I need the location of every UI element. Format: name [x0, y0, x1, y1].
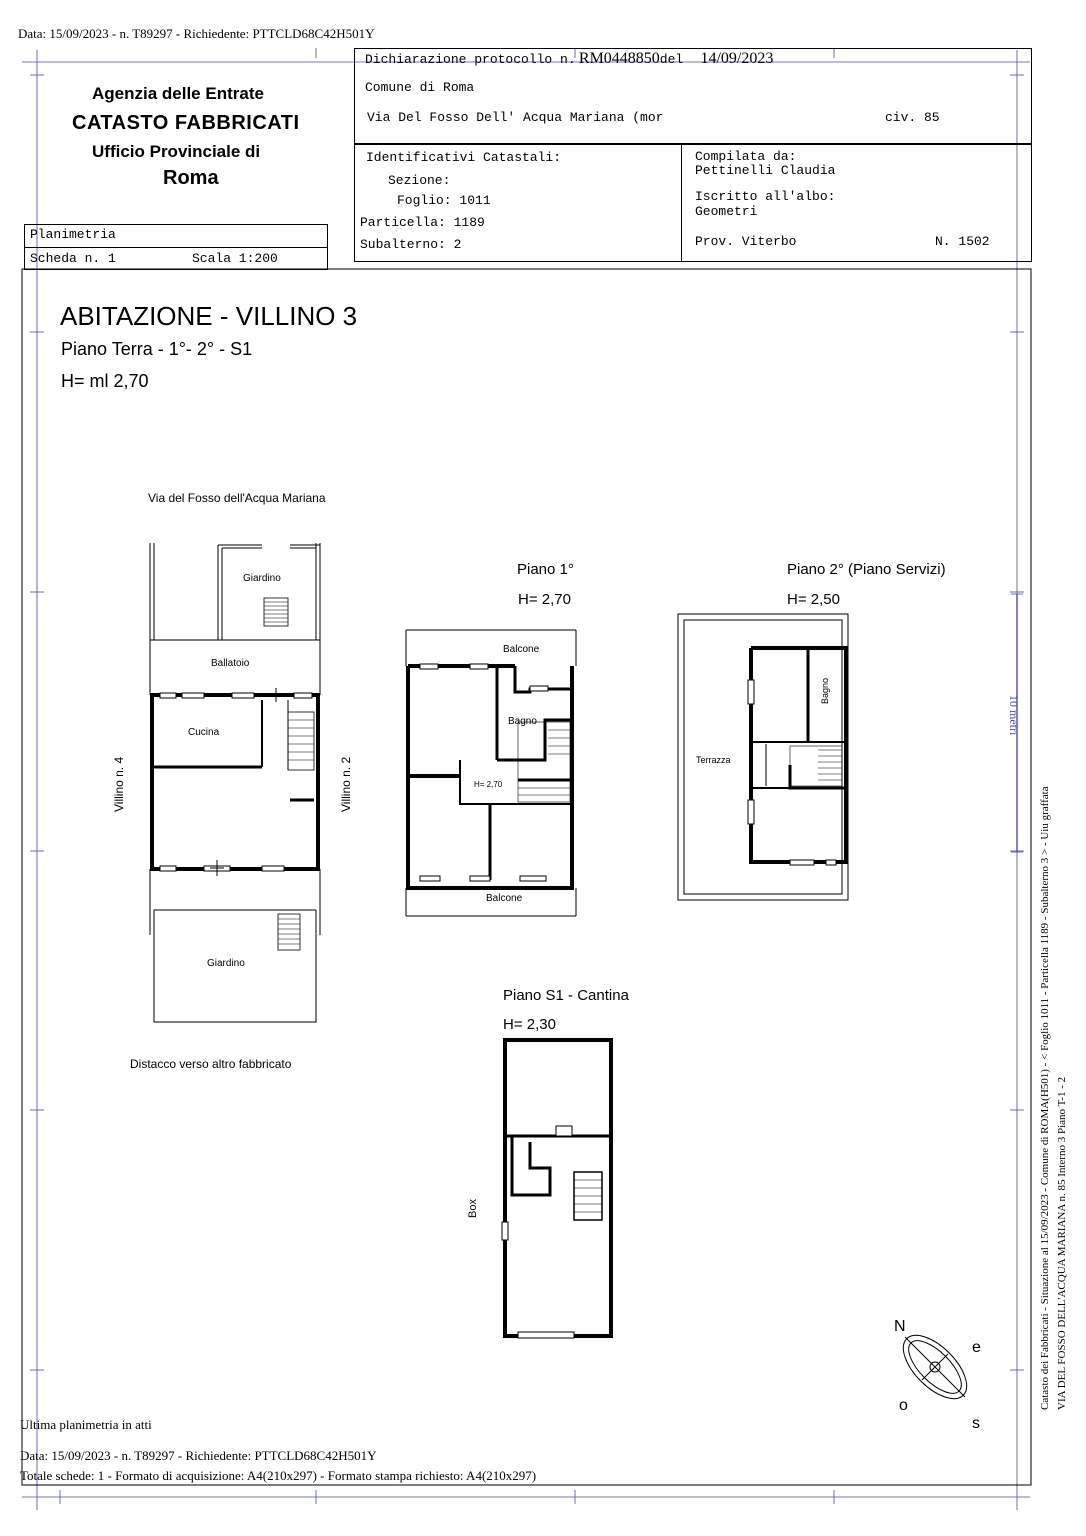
subalterno-label: Subalterno: 2 — [360, 237, 462, 252]
basement-plan — [502, 1040, 611, 1338]
catasto-title: CATASTO FABBRICATI — [72, 112, 300, 134]
side-address-line: VIA DEL FOSSO DELL'ACQUA MARIANA n. 85 Interno 3 Piano T-1 - 2 — [1056, 1076, 1068, 1410]
compilata-name: Pettinelli Claudia — [695, 163, 836, 178]
room-giardino-bottom: Giardino — [207, 958, 245, 969]
address-label: Via Del Fosso Dell' Acqua Mariana (mor — [367, 110, 664, 125]
protocol-number: RM0448850 — [578, 50, 660, 67]
footer-request-info: Data: 15/09/2023 - n. T89297 - Richiedente: PTTCLD68C42H501Y — [20, 1448, 377, 1463]
ufficio-city: Roma — [163, 167, 219, 189]
compass-s: s — [972, 1415, 980, 1432]
iscritto-label: Iscritto all'albo: — [695, 189, 836, 204]
room-cucina: Cucina — [188, 727, 220, 738]
room-box: Box — [467, 1199, 479, 1218]
ufficio-label: Ufficio Provinciale di — [92, 142, 261, 161]
corridor-height: H= 2,70 — [474, 780, 503, 789]
s1-title: Piano S1 - Cantina — [503, 987, 629, 1004]
room-balcone-top: Balcone — [503, 644, 540, 655]
compilata-title: Compilata da: — [695, 149, 797, 164]
del-label: del — [659, 52, 684, 67]
sezione-label: Sezione: — [388, 173, 451, 188]
first-floor-plan — [406, 630, 576, 916]
declaration-prefix: Dichiarazione protocollo n. — [365, 52, 576, 67]
request-info: Data: 15/09/2023 - n. T89297 - Richiedente: PTTCLD68C42H501Y — [18, 26, 375, 41]
plan-height: H= ml 2,70 — [61, 371, 149, 391]
compass-o: o — [899, 1397, 908, 1414]
civic-number: civ. 85 — [885, 110, 940, 125]
compass-n: N — [894, 1318, 906, 1335]
albo-number: N. 1502 — [935, 234, 990, 249]
ultima-planimetria: Ultima planimetria in atti — [20, 1417, 152, 1432]
room-ballatoio: Ballatoio — [211, 658, 250, 669]
footer-totale: Totale schede: 1 - Formato di acquisizione: A4(210x297) - Formato stampa richiesto: A4(210x297) — [20, 1468, 537, 1483]
scheda-label: Scheda n. 1 — [30, 251, 116, 266]
street-label: Via del Fosso dell'Acqua Mariana — [148, 491, 326, 505]
s1-height: H= 2,30 — [503, 1016, 556, 1033]
side-catasto-line: Catasto dei Fabbricati - Situazione al 15/09/2023 - Comune di ROMA(H501) - < Foglio 1011 - Particella 1189 - Subalterno 3 > - Uiu graffata — [1039, 786, 1051, 1410]
room-balcone-bottom: Balcone — [486, 893, 523, 904]
declaration-date: 14/09/2023 — [700, 50, 774, 67]
piano2-title: Piano 2° (Piano Servizi) — [787, 561, 946, 578]
foglio-label: Foglio: 1011 — [397, 193, 491, 208]
room-bagno-1: Bagno — [508, 716, 537, 727]
room-terrazza: Terrazza — [696, 755, 731, 765]
piano2-height: H= 2,50 — [787, 591, 840, 608]
planimetria-label: Planimetria — [30, 227, 116, 242]
piano1-title: Piano 1° — [517, 561, 574, 578]
ground-floor-plan — [150, 543, 320, 1022]
plan-title: ABITAZIONE - VILLINO 3 — [60, 301, 358, 331]
prov-label: Prov. Viterbo — [695, 234, 797, 249]
room-giardino-top: Giardino — [243, 573, 281, 584]
neighbor-villino-4: Villino n. 4 — [112, 756, 126, 812]
neighbor-villino-2: Villino n. 2 — [339, 756, 353, 812]
identificativi-title: Identificativi Catastali: — [366, 150, 562, 165]
particella-label: Particella: 1189 — [360, 215, 485, 230]
agency-name: Agenzia delle Entrate — [92, 84, 264, 103]
room-bagno-2: Bagno — [820, 677, 830, 704]
piano1-height: H= 2,70 — [518, 591, 571, 608]
plan-subtitle: Piano Terra - 1°- 2° - S1 — [61, 339, 253, 359]
scale-bar-label: 10 metri — [1007, 695, 1021, 736]
comune-label: Comune di Roma — [365, 80, 475, 95]
distacco-label: Distacco verso altro fabbricato — [130, 1057, 292, 1071]
albo-label: Geometri — [695, 204, 758, 219]
scala-label: Scala 1:200 — [192, 251, 278, 266]
compass-e: e — [972, 1339, 981, 1356]
